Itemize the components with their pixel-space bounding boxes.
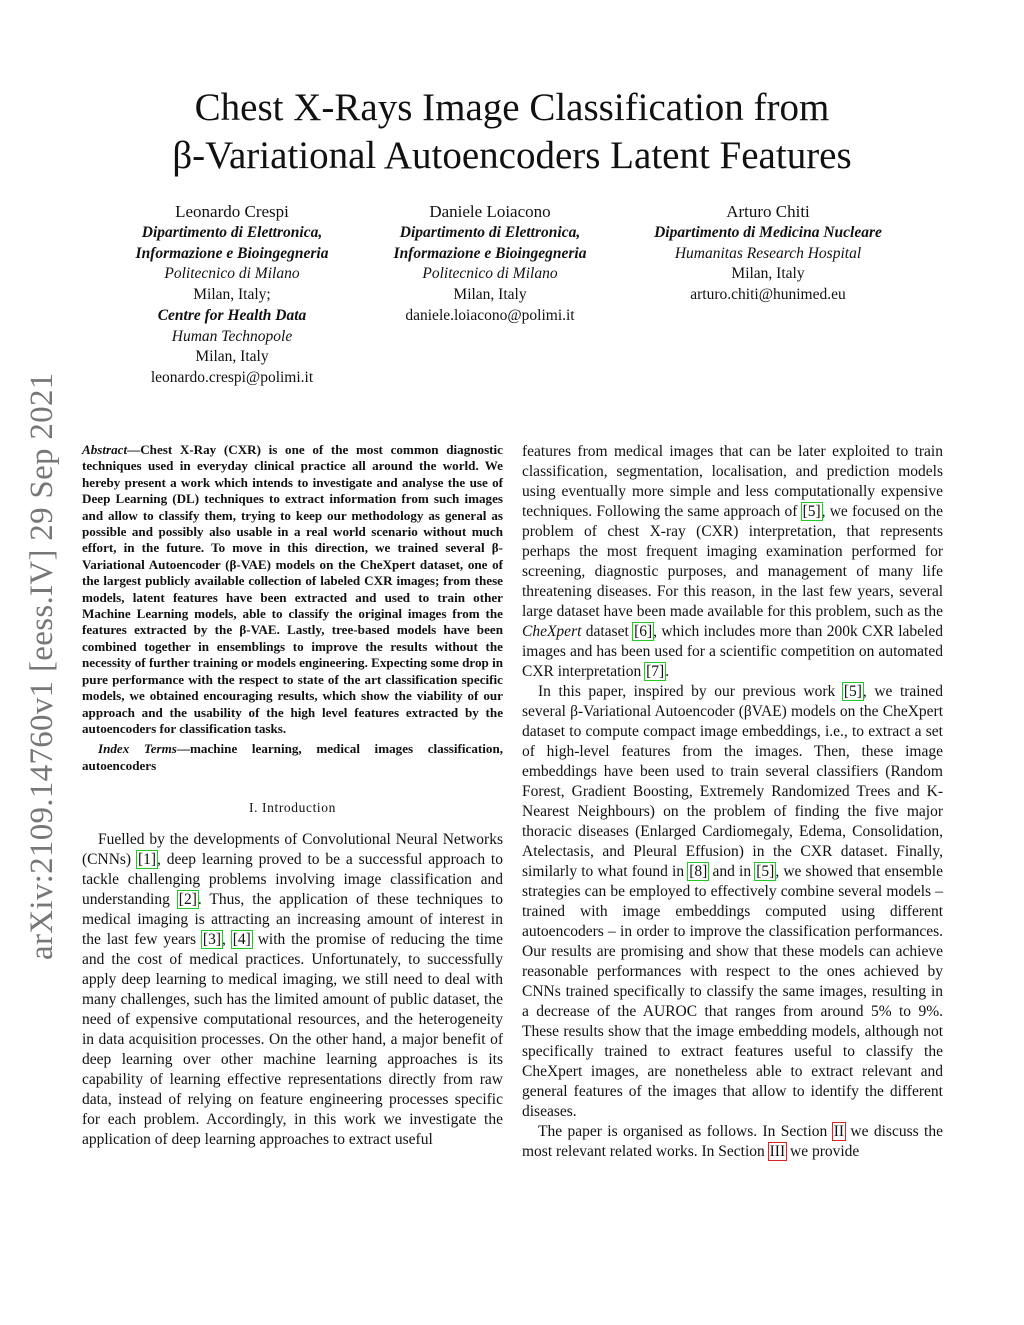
citation-link[interactable]: [4] xyxy=(232,931,251,949)
author-name: Daniele Loiacono xyxy=(429,202,551,221)
left-column xyxy=(82,442,503,1150)
text-run: Fuelled by the developments of Convolutional Neural Networks (CNNs) xyxy=(82,831,503,869)
author-1 xyxy=(112,201,352,389)
author-2 xyxy=(370,201,610,327)
author-affiliation: Informazione e Bioingegneria xyxy=(393,244,587,262)
author-email: leonardo.crespi@polimi.it xyxy=(150,368,314,386)
author-city: Milan, Italy xyxy=(453,286,527,304)
text-run: The paper is organised as follows. In Section xyxy=(538,1123,833,1140)
author-institution: Politecnico di Milano xyxy=(422,265,558,283)
author-institution: Humanitas Research Hospital xyxy=(674,244,862,262)
text-run: and in xyxy=(708,863,756,880)
text-run: , deep learning proved to be a successful approach to tackle challenging problems involving image classification and understanding xyxy=(82,851,503,909)
author-city: Milan, Italy; xyxy=(193,286,271,304)
paper-title xyxy=(80,84,944,180)
author-affiliation: Dipartimento di Medicina Nucleare xyxy=(654,224,882,241)
author-name: Leonardo Crespi xyxy=(175,202,289,221)
citation-link[interactable]: [5] xyxy=(756,863,775,880)
citation-link[interactable]: [7] xyxy=(646,663,665,680)
author-city: Milan, Italy xyxy=(731,265,805,283)
author-affiliation: Dipartimento di Elettronica, xyxy=(399,224,581,241)
text-run: In this paper, inspired by our previous work xyxy=(538,683,843,700)
text-run: we provide xyxy=(786,1143,860,1160)
section-reference-link[interactable]: II xyxy=(833,1123,845,1140)
citation-link[interactable]: [5] xyxy=(843,683,862,700)
intro-paragraph-1-continued xyxy=(522,442,943,682)
section-reference-link[interactable]: III xyxy=(769,1143,786,1160)
abstract xyxy=(82,442,503,737)
citation-link[interactable]: [1] xyxy=(137,851,157,869)
author-3 xyxy=(618,201,918,306)
dataset-name: CheXpert xyxy=(522,623,582,640)
author-affiliation: Informazione e Bioingegneria xyxy=(135,244,329,262)
index-terms xyxy=(82,741,503,774)
text-run: with the promise of reducing the time and the cost of medical practices. Unfortunately, to successfully apply deep learning to medical imaging, we still need to deal with many challenges, such has the limited amount of public dataset, the need of expensive computational resources, and the heterogeneity in data acquisition processes. On the other hand, a major benefit of deep learning over other machine learning approaches is its capability of learning effective representations directly from raw data, instead of relying on feature engineering processes specific for each problem. Accordingly, in this work we investigate the application of deep learning approaches to extract useful xyxy=(82,931,503,1149)
author-affiliation: Centre for Health Data xyxy=(157,306,307,324)
citation-link[interactable]: [5] xyxy=(802,503,821,520)
text-run: , which includes more than 200k CXR labeled images and has been used for a scientific competition on automated CXR interpretation xyxy=(522,623,943,680)
abstract-label: Abstract xyxy=(82,442,128,457)
author-email: arturo.chiti@hunimed.eu xyxy=(690,286,846,304)
section-heading-introduction: I. Introduction xyxy=(249,800,336,816)
text-run: features from medical images that can be later exploited to train classification, segmentation, localisation, and prediction models using eventually more simple and less computationally expensive techniques. Following the same approach of xyxy=(522,443,943,520)
text-run: dataset xyxy=(581,623,634,640)
citation-link[interactable]: [3] xyxy=(202,931,221,949)
text-run: , we focused on the problem of chest X-ray (CXR) interpretation, that represents perhaps the most frequent imaging examination performed for screening, diagnostic purposes, and management of many life threatening diseases. For this reason, in the last few years, several large dataset have been made available for this problem, such as the xyxy=(522,503,944,620)
text-run: , xyxy=(221,931,232,949)
text-run: . Thus, the application of these techniques to medical imaging is attracting an increasing amount of interest in the last few years xyxy=(82,891,503,949)
author-email: daniele.loiacono@polimi.it xyxy=(405,306,575,324)
author-city: Milan, Italy xyxy=(195,348,269,366)
author-block xyxy=(0,201,1024,401)
index-terms-label: Index Terms xyxy=(98,741,177,757)
right-column xyxy=(522,442,943,1162)
text-run: , we showed that ensemble strategies can be employed to effectively combine several models – trained with image embeddings computed using different autoencoders – in order to improve the classification performances. Our results are promising and show that these models can achieve reasonable performances with respect to the ones achieved by CNNs trained specifically to classify the same images, resulting in a decrease of the AUROC that ranges from around 5% to 9%. These results show that the image embedding models, although not specifically trained to extract features useful to classify the CheXpert images, are nonetheless able to extract relevant and general features of the images that allow to identify the different diseases. xyxy=(522,863,943,1120)
intro-paragraph-1 xyxy=(82,830,503,1150)
author-institution: Human Technopole xyxy=(171,327,293,345)
index-terms-text: —machine learning, medical images classification, autoencoders xyxy=(82,741,504,773)
abstract-text: —Chest X-Ray (CXR) is one of the most common diagnostic techniques used in everyday clinical practice all around the world. We hereby present a work which intends to investigate and analyse the use of Deep Learning (DL) techniques to extract information from such images and allow to classify them, trying to keep our methodology as general as possible and possibly also usable in a real world scenario without much effort, in the future. To move in this direction, we trained several β-Variational Autoencoder (β-VAE) models on the CheXpert dataset, one of the largest publicly available collection of labeled CXR images; from these models, latent features have been extracted and used to train other Machine Learning models, able to classify the original images from the features extracted by the β-VAE. Lastly, tree-based models have been combined together in ensemblings to improve the results without the necessity of further training or models engineering. Expecting some drop in pure performance with the respect to state of the art classification specific models, we obtained encouraging results, which show the viability of our approach and the usability of the high level features extracted by the autoencoders for classification tasks. xyxy=(82,442,503,736)
intro-paragraph-2 xyxy=(522,682,943,1122)
text-run: . xyxy=(665,663,670,680)
citation-link[interactable]: [2] xyxy=(178,891,197,909)
text-run: , we trained several β-Variational Autoencoder (βVAE) models on the CheXpert dataset to compute compact image embeddings, i.e., to extract a set of high-level features from the images. Then, these image embeddings have been used to train several classifiers (Random Forest, Gradient Boosting, Extremely Randomized Trees and K-Nearest Neighbours) on the problem of finding the five major thoracic diseases (Enlarged Cardiomegaly, Edema, Consolidation, Atelectasis, and Pleural Effusion) in the CXR dataset. Finally, similarly to what found in xyxy=(522,683,943,880)
title-line-2: β-Variational Autoencoders Latent Features xyxy=(172,134,852,177)
author-institution: Politecnico di Milano xyxy=(164,265,300,283)
text-run: we discuss the most relevant related works. In Section xyxy=(522,1123,943,1160)
author-name: Arturo Chiti xyxy=(726,202,810,221)
title-line-1: Chest X-Rays Image Classification from xyxy=(194,86,830,129)
citation-link[interactable]: [6] xyxy=(634,623,653,640)
citation-link[interactable]: [8] xyxy=(689,863,708,880)
arxiv-identifier: arXiv:2109.14760v1 [eess.IV] 29 Sep 2021 xyxy=(24,372,60,960)
author-affiliation: Dipartimento di Elettronica, xyxy=(141,224,323,241)
intro-paragraph-3 xyxy=(522,1122,943,1162)
